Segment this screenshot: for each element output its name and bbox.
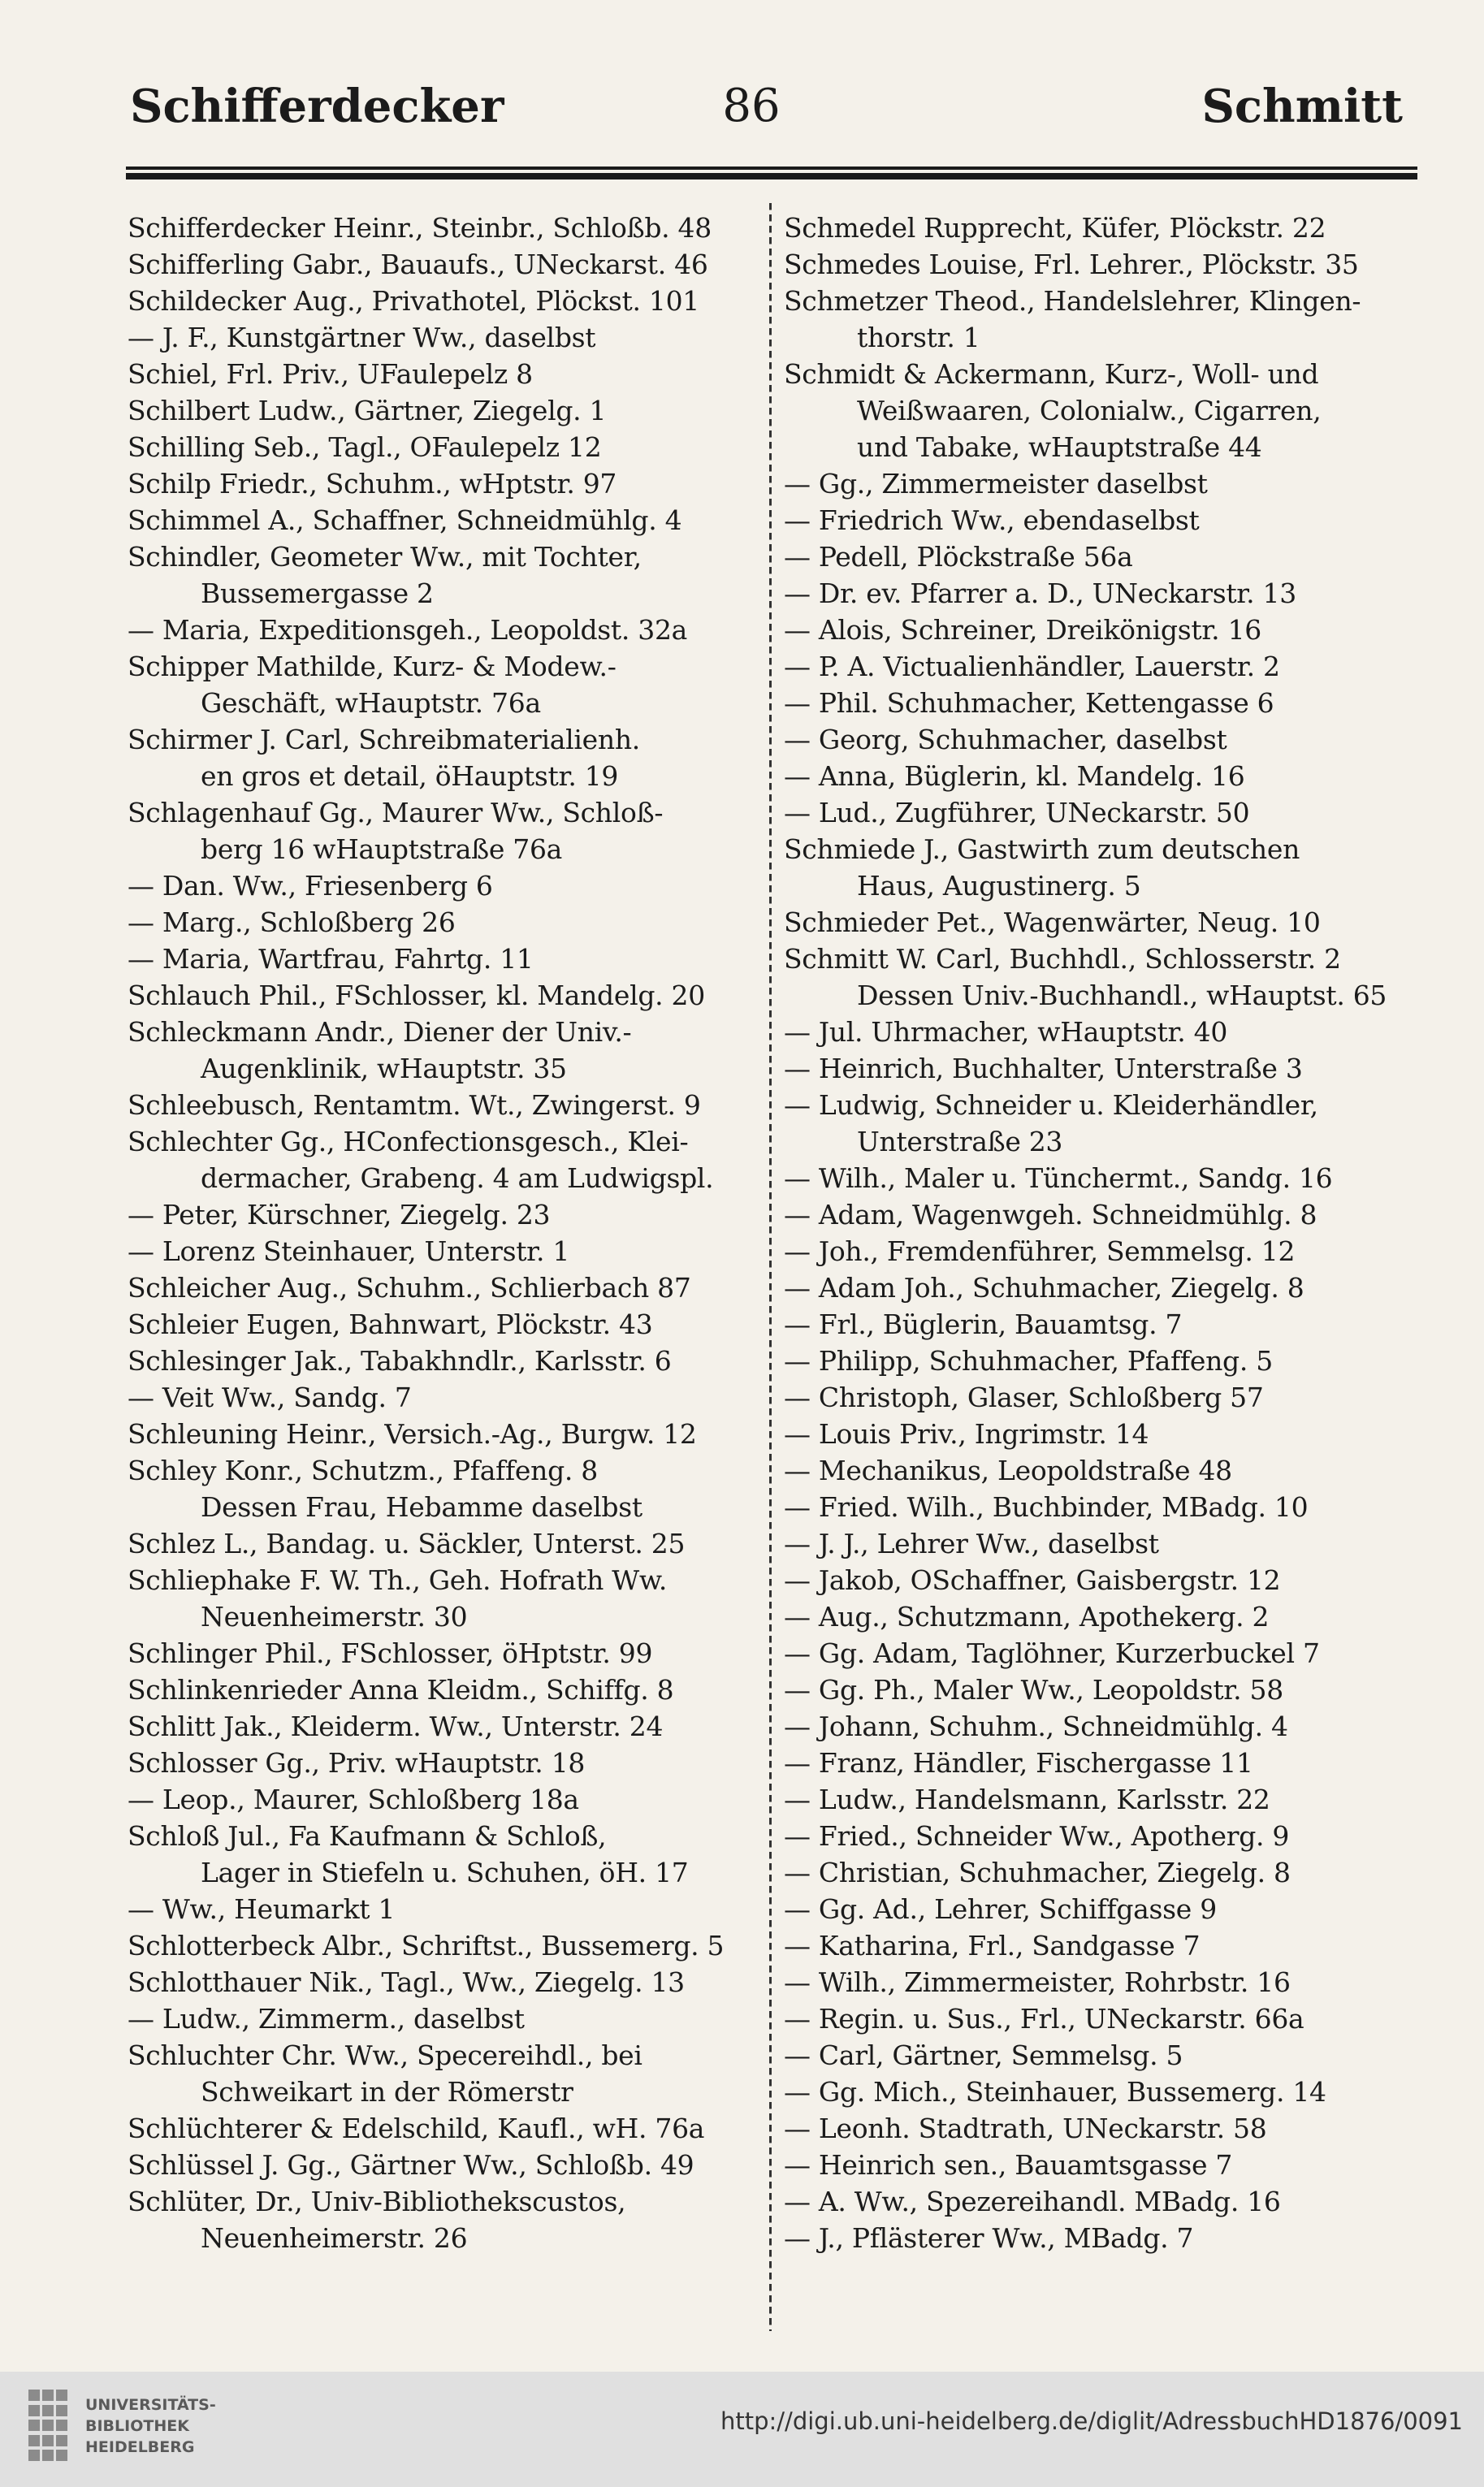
directory-entry: Schlez L., Bandag. u. Säckler, Unterst. 25 — [128, 1528, 686, 1559]
directory-entry-continuation: Neuenheimerstr. 26 — [201, 2222, 468, 2254]
directory-entry: — A. Ww., Spezereihandl. MBadg. 16 — [784, 2186, 1281, 2217]
directory-entry: Schmieder Pet., Wagenwärter, Neug. 10 — [784, 906, 1321, 938]
directory-entry: Schlechter Gg., HConfectionsgesch., Klei- — [128, 1126, 689, 1157]
directory-entry: Schlüssel J. Gg., Gärtner Ww., Schloßb. 49 — [128, 2149, 694, 2181]
directory-entry: Schmidt & Ackermann, Kurz-, Woll- und — [784, 358, 1319, 390]
directory-entry: Schilbert Ludw., Gärtner, Ziegelg. 1 — [128, 395, 607, 426]
directory-entry: — Katharina, Frl., Sandgasse 7 — [784, 1930, 1201, 1961]
directory-entry: — Ludw., Zimmerm., daselbst — [128, 2003, 525, 2035]
directory-entry: — Maria, Expeditionsgeh., Leopoldst. 32a — [128, 614, 688, 646]
directory-entry: — Aug., Schutzmann, Apothekerg. 2 — [784, 1601, 1270, 1633]
directory-entry: — Mechanikus, Leopoldstraße 48 — [784, 1455, 1232, 1486]
running-head-left: Schifferdecker — [130, 80, 504, 133]
directory-entry: Schmiede J., Gastwirth zum deutschen — [784, 833, 1300, 865]
directory-entry-continuation: Schweikart in der Römerstr — [201, 2076, 573, 2108]
directory-entry: Schlüchterer & Edelschild, Kaufl., wH. 76a — [128, 2113, 705, 2144]
directory-entry: Schiel, Frl. Priv., UFaulepelz 8 — [128, 358, 533, 390]
directory-entry: — Fried. Wilh., Buchbinder, MBadg. 10 — [784, 1491, 1309, 1523]
directory-entry: Schildecker Aug., Privathotel, Plöckst. 101 — [128, 285, 699, 317]
directory-entry: Schlauch Phil., FSchlosser, kl. Mandelg. 20 — [128, 980, 705, 1011]
directory-entry-continuation: en gros et detail, öHauptstr. 19 — [201, 760, 619, 792]
directory-entry-continuation: Neuenheimerstr. 30 — [201, 1601, 468, 1633]
directory-entry-continuation: Dessen Frau, Hebamme daselbst — [201, 1491, 642, 1523]
column-divider — [769, 203, 772, 2331]
directory-entry: Schlüter, Dr., Univ-Bibliothekscustos, — [128, 2186, 626, 2217]
left-column — [128, 210, 761, 2256]
directory-entry: — Dr. ev. Pfarrer a. D., UNeckarstr. 13 — [784, 577, 1296, 609]
directory-entry: — Frl., Büglerin, Bauamtsg. 7 — [784, 1308, 1183, 1340]
directory-entry: — Maria, Wartfrau, Fahrtg. 11 — [128, 943, 534, 975]
directory-entry: — Johann, Schuhm., Schneidmühlg. 4 — [784, 1711, 1288, 1742]
directory-entry: — Adam Joh., Schuhmacher, Ziegelg. 8 — [784, 1272, 1304, 1304]
header-rule-thin — [126, 167, 1417, 170]
running-head-right: Schmitt — [1201, 80, 1403, 133]
directory-entry: — Leop., Maurer, Schloßberg 18a — [128, 1784, 579, 1815]
directory-entry: — Adam, Wagenwgeh. Schneidmühlg. 8 — [784, 1199, 1317, 1231]
directory-entry: — Joh., Fremdenführer, Semmelsg. 12 — [784, 1235, 1296, 1267]
directory-entry: — Jul. Uhrmacher, wHauptstr. 40 — [784, 1016, 1228, 1048]
directory-entry: — Georg, Schuhmacher, daselbst — [784, 724, 1227, 755]
directory-entry: Schmedes Louise, Frl. Lehrer., Plöckstr. 35 — [784, 249, 1359, 280]
directory-entry: — Gg. Adam, Taglöhner, Kurzerbuckel 7 — [784, 1637, 1320, 1669]
directory-entry: — Louis Priv., Ingrimstr. 14 — [784, 1418, 1149, 1450]
directory-entry: — J. F., Kunstgärtner Ww., daselbst — [128, 322, 596, 353]
directory-entry-continuation: berg 16 wHauptstraße 76a — [201, 833, 563, 865]
footer-bar — [0, 2372, 1484, 2487]
directory-entry: Schifferdecker Heinr., Steinbr., Schloßb. 48 — [128, 212, 712, 244]
directory-entry-continuation: Unterstraße 23 — [857, 1126, 1063, 1157]
directory-entry-continuation: Geschäft, wHauptstr. 76a — [201, 687, 541, 719]
directory-entry: — Ludw., Handelsmann, Karlsstr. 22 — [784, 1784, 1270, 1815]
directory-entry: — Franz, Händler, Fischergasse 11 — [784, 1747, 1253, 1779]
directory-entry: Schlotterbeck Albr., Schriftst., Bussemerg. 5 — [128, 1930, 725, 1961]
directory-entry: — Philipp, Schuhmacher, Pfaffeng. 5 — [784, 1345, 1273, 1377]
directory-entry: Schleier Eugen, Bahnwart, Plöckstr. 43 — [128, 1308, 653, 1340]
directory-entry: — Christoph, Glaser, Schloßberg 57 — [784, 1382, 1264, 1413]
directory-entry: — Carl, Gärtner, Semmelsg. 5 — [784, 2039, 1183, 2071]
directory-entry: — Fried., Schneider Ww., Apotherg. 9 — [784, 1820, 1290, 1852]
directory-entry: Schleebusch, Rentamtm. Wt., Zwingerst. 9 — [128, 1089, 701, 1121]
directory-entry: Schmedel Rupprecht, Küfer, Plöckstr. 22 — [784, 212, 1326, 244]
directory-entry: Schirmer J. Carl, Schreibmaterialienh. — [128, 724, 640, 755]
directory-entry: Schifferling Gabr., Bauaufs., UNeckarst. 46 — [128, 249, 708, 280]
directory-entry: — Leonh. Stadtrath, UNeckarstr. 58 — [784, 2113, 1267, 2144]
directory-entry: Schley Konr., Schutzm., Pfaffeng. 8 — [128, 1455, 598, 1486]
directory-entry: — Dan. Ww., Friesenberg 6 — [128, 870, 493, 902]
directory-entry: — Veit Ww., Sandg. 7 — [128, 1382, 412, 1413]
directory-entry: — Wilh., Zimmermeister, Rohrbstr. 16 — [784, 1966, 1291, 1998]
directory-entry: — Friedrich Ww., ebendaselbst — [784, 504, 1200, 536]
directory-entry: Schimmel A., Schaffner, Schneidmühlg. 4 — [128, 504, 682, 536]
directory-entry: — Gg. Ph., Maler Ww., Leopoldstr. 58 — [784, 1674, 1283, 1706]
directory-entry: — Ww., Heumarkt 1 — [128, 1893, 396, 1925]
directory-entry-continuation: Dessen Univ.-Buchhandl., wHauptst. 65 — [857, 980, 1387, 1011]
directory-entry: — Marg., Schloßberg 26 — [128, 906, 456, 938]
directory-entry: — Wilh., Maler u. Tünchermt., Sandg. 16 — [784, 1162, 1333, 1194]
directory-entry: — Alois, Schreiner, Dreikönigstr. 16 — [784, 614, 1261, 646]
directory-entry: Schilling Seb., Tagl., OFaulepelz 12 — [128, 431, 602, 463]
directory-entry: — Gg. Ad., Lehrer, Schiffgasse 9 — [784, 1893, 1217, 1925]
directory-entry: Schilp Friedr., Schuhm., wHptstr. 97 — [128, 468, 617, 500]
directory-entry-continuation: Weißwaaren, Colonialw., Cigarren, — [857, 395, 1322, 426]
directory-entry-continuation: thorstr. 1 — [857, 322, 980, 353]
header-rule-thick — [126, 173, 1417, 179]
logo-line: BIBLIOTHEK — [85, 2417, 189, 2435]
directory-entry-continuation: und Tabake, wHauptstraße 44 — [857, 431, 1262, 463]
directory-entry: — Peter, Kürschner, Ziegelg. 23 — [128, 1199, 551, 1231]
library-logo-icon — [28, 2390, 71, 2463]
directory-entry: Schlinkenrieder Anna Kleidm., Schiffg. 8 — [128, 1674, 674, 1706]
directory-entry: Schmitt W. Carl, Buchhdl., Schlosserstr. 2 — [784, 943, 1341, 975]
directory-entry: Schleckmann Andr., Diener der Univ.- — [128, 1016, 632, 1048]
directory-entry: Schloß Jul., Fa Kaufmann & Schloß, — [128, 1820, 607, 1852]
directory-entry: Schluchter Chr. Ww., Specereihdl., bei — [128, 2039, 642, 2071]
directory-entry: — J. J., Lehrer Ww., daselbst — [784, 1528, 1159, 1559]
directory-entry: — Gg. Mich., Steinhauer, Bussemerg. 14 — [784, 2076, 1326, 2108]
directory-entry: — Lud., Zugführer, UNeckarstr. 50 — [784, 797, 1250, 828]
directory-entry: — Phil. Schuhmacher, Kettengasse 6 — [784, 687, 1274, 719]
library-logo[interactable] — [28, 2390, 216, 2463]
directory-entry: — Jakob, OSchaffner, Gaisbergstr. 12 — [784, 1564, 1281, 1596]
directory-entry: — Gg., Zimmermeister daselbst — [784, 468, 1208, 500]
directory-entry: — Lorenz Steinhauer, Unterstr. 1 — [128, 1235, 570, 1267]
directory-entry-continuation: Augenklinik, wHauptstr. 35 — [201, 1053, 567, 1084]
directory-entry-continuation: Lager in Stiefeln u. Schuhen, öH. 17 — [201, 1857, 689, 1888]
directory-entry: Schlosser Gg., Priv. wHauptstr. 18 — [128, 1747, 586, 1779]
library-logo-text — [85, 2394, 216, 2458]
page-number: 86 — [722, 80, 781, 132]
directory-entry: Schliephake F. W. Th., Geh. Hofrath Ww. — [128, 1564, 668, 1596]
source-url-link[interactable]: http://digi.ub.uni-heidelberg.de/diglit/AdressbuchHD1876/0091 — [720, 2407, 1463, 2435]
directory-entry: Schleuning Heinr., Versich.-Ag., Burgw. 12 — [128, 1418, 697, 1450]
directory-entry: — Heinrich sen., Bauamtsgasse 7 — [784, 2149, 1233, 2181]
directory-entry: Schlagenhauf Gg., Maurer Ww., Schloß- — [128, 797, 664, 828]
directory-entry: Schlotthauer Nik., Tagl., Ww., Ziegelg. 13 — [128, 1966, 685, 1998]
directory-entry: Schmetzer Theod., Handelslehrer, Klingen- — [784, 285, 1361, 317]
directory-entry: Schlesinger Jak., Tabakhndlr., Karlsstr. 6 — [128, 1345, 672, 1377]
directory-entry: — Christian, Schuhmacher, Ziegelg. 8 — [784, 1857, 1291, 1888]
directory-entry: — J., Pflästerer Ww., MBadg. 7 — [784, 2222, 1194, 2254]
directory-entry-continuation: dermacher, Grabeng. 4 am Ludwigspl. — [201, 1162, 714, 1194]
right-column — [784, 210, 1417, 2256]
directory-entry: Schindler, Geometer Ww., mit Tochter, — [128, 541, 642, 573]
logo-line: HEIDELBERG — [85, 2438, 195, 2456]
directory-entry: — Ludwig, Schneider u. Kleiderhändler, — [784, 1089, 1318, 1121]
directory-entry: — P. A. Victualienhändler, Lauerstr. 2 — [784, 651, 1280, 682]
directory-entry: — Heinrich, Buchhalter, Unterstraße 3 — [784, 1053, 1303, 1084]
directory-entry: Schlinger Phil., FSchlosser, öHptstr. 99 — [128, 1637, 653, 1669]
directory-entry-continuation: Haus, Augustinerg. 5 — [857, 870, 1141, 902]
directory-entry: — Pedell, Plöckstraße 56a — [784, 541, 1133, 573]
directory-entry: — Regin. u. Sus., Frl., UNeckarstr. 66a — [784, 2003, 1304, 2035]
directory-entry: — Anna, Büglerin, kl. Mandelg. 16 — [784, 760, 1245, 792]
directory-entry-continuation: Bussemergasse 2 — [201, 577, 434, 609]
logo-line: UNIVERSITÄTS- — [85, 2396, 216, 2414]
directory-entry: Schipper Mathilde, Kurz- & Modew.- — [128, 651, 617, 682]
directory-entry: Schlitt Jak., Kleiderm. Ww., Unterstr. 24 — [128, 1711, 664, 1742]
directory-entry: Schleicher Aug., Schuhm., Schlierbach 87 — [128, 1272, 691, 1304]
